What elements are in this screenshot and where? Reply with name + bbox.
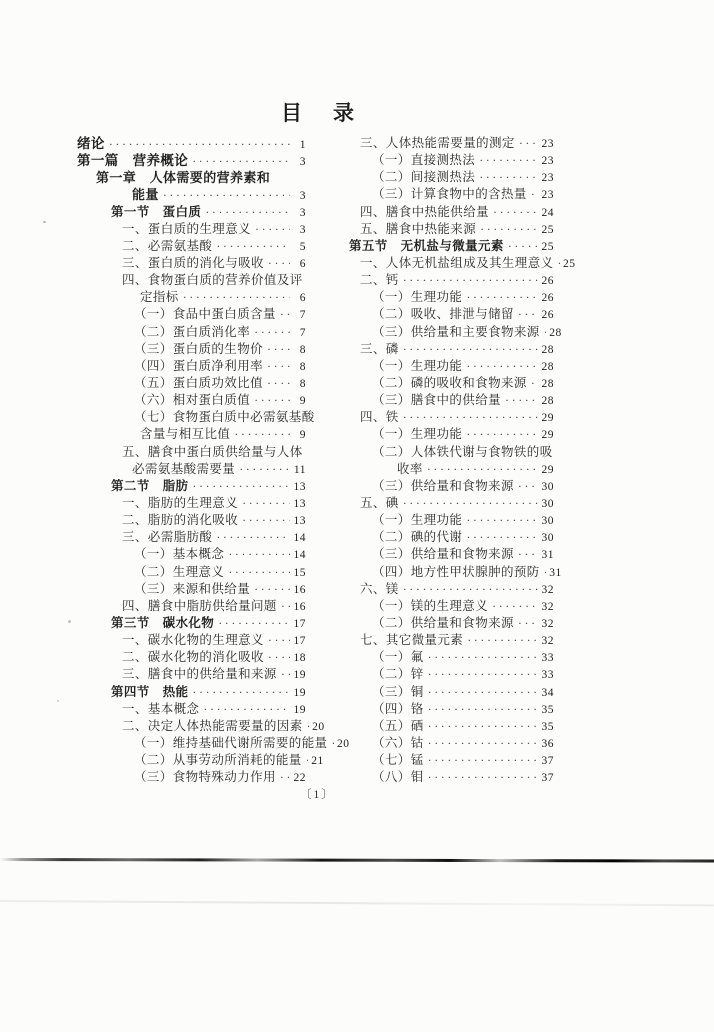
toc-entry: [77, 718, 325, 735]
dot-leader: [489, 204, 538, 221]
scan-artifact-dark-line: [0, 858, 714, 862]
dot-leader: [476, 221, 538, 238]
dot-leader: [424, 752, 538, 769]
dot-leader: [201, 204, 290, 221]
dot-leader: [504, 238, 538, 255]
entry-label: （二）供给量和食物来源: [372, 615, 514, 630]
page-number: 9: [299, 429, 306, 442]
toc-entry: [77, 426, 306, 443]
dot-leader: [515, 135, 538, 152]
toc-entry: [77, 306, 306, 323]
toc-entry: [315, 444, 554, 461]
toc-entry: [315, 581, 554, 598]
page-number: 35: [541, 720, 554, 733]
toc-entry: [315, 204, 554, 221]
dot-leader: [276, 769, 290, 786]
dot-leader: [488, 598, 538, 615]
dot-leader: [514, 478, 538, 495]
toc-entry: [77, 169, 306, 186]
entry-label: 二、必需氨基酸: [122, 238, 213, 253]
entry-label: 第一节 蛋白质: [111, 204, 202, 219]
toc-entry: [77, 238, 306, 255]
entry-label: 三、人体热能需要量的测定: [360, 136, 515, 150]
page-number: 23: [541, 172, 554, 185]
toc-entry: [315, 255, 576, 272]
page-number: 30: [541, 480, 554, 493]
toc-entry: [77, 324, 306, 341]
page-number: 23: [541, 138, 554, 150]
entry-label: 三、蛋白质的消化与吸收: [122, 255, 264, 270]
toc-column-right: [315, 135, 576, 786]
toc-entry: [77, 581, 306, 598]
page-number: 32: [541, 583, 554, 596]
entry-label: （一）生理功能: [372, 513, 463, 528]
entry-label: （三）食物特殊动力作用: [134, 770, 276, 785]
toc-entry: [315, 478, 554, 495]
toc-entry: [315, 701, 554, 718]
page-number: 3: [299, 206, 306, 219]
toc-entry: [77, 272, 306, 289]
dot-leader: [264, 632, 290, 649]
page-number: 22: [293, 772, 306, 785]
toc-entry: [77, 684, 306, 701]
toc-entry: [315, 495, 554, 512]
entry-label: 三、必需脂肪酸: [122, 530, 213, 545]
page-number: 30: [541, 532, 554, 545]
toc-entry: [315, 272, 554, 289]
toc-column-left: [77, 135, 350, 786]
toc-entry: [315, 598, 554, 615]
toc-entry: [77, 735, 350, 752]
page-number: 37: [541, 755, 554, 768]
dot-leader: [264, 255, 290, 272]
page-number: 21: [311, 755, 324, 768]
dot-leader: [527, 375, 538, 392]
dot-leader: [462, 358, 538, 375]
toc-entry: [77, 341, 306, 358]
dot-leader: [188, 153, 290, 170]
page-number: 13: [293, 497, 306, 510]
dot-leader: [501, 392, 538, 409]
page-number: 3: [299, 190, 306, 203]
page-number: 31: [541, 549, 554, 562]
page-number: 32: [541, 600, 554, 613]
dot-leader: [514, 546, 538, 563]
toc-entry: [77, 358, 306, 375]
toc-entry: [77, 701, 306, 718]
entry-label: 定指标: [140, 290, 179, 305]
page-number: 11: [293, 463, 306, 476]
dot-leader: [399, 341, 538, 358]
toc-entry: [315, 718, 554, 735]
toc-entry: [77, 752, 324, 769]
toc-entry: [315, 769, 554, 786]
entry-label: 绪论: [77, 136, 105, 151]
entry-label: （一）生理功能: [372, 427, 463, 442]
entry-label: 三、磷: [360, 341, 399, 356]
entry-label: 三、膳食中的供给量和来源: [122, 667, 277, 682]
dot-leader: [263, 358, 290, 375]
entry-label: 第四节 热能: [111, 684, 189, 699]
page-number: 30: [541, 515, 554, 528]
dot-leader: [276, 306, 290, 323]
toc-entry: [315, 512, 554, 529]
page-number: 8: [299, 343, 306, 356]
page-number: 13: [293, 480, 306, 493]
entry-label: （六）相对蛋白质值: [134, 393, 251, 408]
page-number: 19: [293, 686, 306, 699]
entry-label: （三）供给量和食物来源: [372, 478, 514, 493]
entry-label: （三）计算食物中的含热量: [372, 187, 527, 202]
page-number: 26: [541, 275, 554, 288]
entry-label: （一）氟: [372, 650, 424, 665]
toc-entry: [315, 649, 554, 666]
scan-speck: [43, 221, 46, 223]
entry-label: 收率: [397, 461, 423, 476]
toc-entry: [315, 306, 554, 323]
toc-entry: [315, 461, 554, 478]
dot-leader: [277, 666, 290, 683]
entry-label: （三）供给量和主要食物来源: [372, 324, 540, 339]
page-number: 7: [299, 309, 306, 322]
page-number: 29: [541, 429, 554, 442]
entry-label: 二、钙: [360, 273, 399, 288]
page-number: 8: [299, 360, 306, 373]
toc-entry: [315, 735, 554, 752]
entry-label: 四、膳食中脂肪供给量问题: [122, 598, 277, 613]
page-number: 13: [293, 515, 306, 528]
toc-entry: [77, 444, 306, 461]
toc-entry: [77, 135, 306, 152]
entry-label: （六）钴: [372, 735, 424, 750]
dot-leader: [424, 666, 538, 683]
entry-label: （二）生理意义: [134, 564, 225, 579]
dot-leader: [263, 341, 290, 358]
dot-leader: [250, 581, 290, 598]
entry-label: （五）蛋白质功效比值: [134, 375, 264, 390]
dot-leader: [105, 136, 290, 153]
dot-leader: [475, 169, 538, 186]
entry-label: （二）锌: [372, 667, 424, 682]
dot-leader: [462, 426, 538, 443]
entry-label: （四）地方性甲状腺肿的预防: [372, 564, 540, 579]
dot-leader: [463, 632, 538, 649]
page-number: 6: [299, 257, 306, 270]
entry-label: 四、铁: [360, 410, 399, 425]
page-number: 26: [541, 309, 554, 322]
toc-entry: [77, 632, 306, 649]
toc-entry: [77, 289, 306, 306]
entry-label: （二）蛋白质消化率: [134, 324, 251, 339]
page-number: 6: [299, 292, 306, 305]
page-number: 24: [541, 206, 554, 219]
page-number: 8: [299, 377, 306, 390]
page-title: 目录: [281, 101, 385, 125]
entry-label: （三）蛋白质的生物价: [134, 341, 264, 356]
dot-leader: [250, 324, 290, 341]
toc-entry: [315, 426, 554, 443]
dot-leader: [277, 598, 290, 615]
toc-entry: [315, 221, 554, 238]
toc-entry: [77, 529, 306, 546]
page-number: 20: [312, 720, 325, 733]
toc-entry: [315, 529, 554, 546]
page-number: 28: [541, 360, 554, 373]
page-number: 35: [541, 703, 554, 716]
toc-entry: [77, 204, 306, 221]
entry-label: （一）直接测热法: [372, 153, 476, 168]
dot-leader: [251, 221, 290, 238]
toc-entry: [77, 615, 306, 632]
entry-label: 五、碘: [360, 495, 399, 510]
toc-entry: [77, 564, 306, 581]
page-number: 3: [299, 223, 306, 236]
page-number: 25: [541, 240, 554, 253]
page-number: 25: [563, 257, 576, 270]
entry-label: 一、人体无机盐组成及其生理意义: [360, 255, 554, 270]
entry-label: 能量: [132, 187, 159, 203]
dot-leader: [527, 186, 538, 203]
dot-leader: [424, 769, 538, 786]
page-number: 26: [541, 292, 554, 305]
toc-entry: [315, 564, 562, 581]
entry-label: 二、决定人体热能需要量的因素: [122, 718, 303, 733]
toc-entry: [315, 169, 554, 186]
page-number: 15: [293, 566, 306, 579]
toc-entry: [77, 392, 306, 409]
entry-label: 含量与相互比值: [140, 427, 231, 442]
entry-label: （一）生理功能: [372, 290, 463, 305]
dot-leader: [424, 649, 538, 666]
page-number: 17: [293, 635, 306, 648]
entry-label: 六、镁: [360, 581, 399, 596]
page-number: 32: [541, 635, 554, 648]
page-number: 5: [299, 240, 306, 253]
toc-entry: [315, 375, 554, 392]
page-number: 16: [293, 600, 306, 613]
entry-label: （一）生理功能: [372, 358, 463, 373]
dot-leader: [179, 289, 290, 306]
toc-entry: [315, 186, 554, 203]
page-number: 23: [541, 155, 554, 168]
toc-entry: [77, 186, 306, 203]
dot-leader: [212, 238, 290, 255]
page-number: 29: [541, 412, 554, 425]
dot-leader: [399, 272, 538, 289]
dot-leader: [475, 152, 538, 169]
page-number: 19: [293, 669, 306, 682]
entry-label: （四）蛋白质净利用率: [134, 358, 264, 373]
toc-entry: [315, 632, 554, 649]
toc-entry: [315, 409, 554, 426]
page-number: 28: [549, 326, 562, 339]
page-number: 37: [541, 772, 554, 785]
page-number: 32: [541, 617, 554, 630]
entry-label: 第五节 无机盐与微量元素: [349, 238, 504, 253]
page-number: 29: [541, 463, 554, 476]
entry-label: 必需氨基酸需要量: [132, 461, 236, 476]
page-number: 16: [293, 583, 306, 596]
toc-entry: [77, 152, 306, 169]
page-number: 30: [541, 497, 554, 510]
toc-entry: [315, 238, 554, 255]
entry-label: （二）磷的吸收和食物来源: [372, 375, 527, 390]
toc-entry: [77, 769, 306, 786]
entry-label: （二）人体铁代谢与食物铁的吸: [372, 444, 553, 459]
toc-entry: [315, 152, 554, 169]
dot-leader: [250, 392, 290, 409]
page-number: 28: [541, 377, 554, 390]
entry-label: 一、脂肪的生理意义: [122, 495, 239, 510]
toc-entry: [77, 478, 306, 495]
dot-leader: [423, 461, 538, 478]
dot-leader: [424, 701, 538, 718]
dot-leader: [399, 495, 538, 512]
page-number: 33: [541, 652, 554, 665]
toc-entry: [315, 135, 554, 152]
toc-entry: [315, 752, 554, 769]
entry-label: 二、脂肪的消化吸收: [122, 513, 239, 528]
page-number: 25: [541, 223, 554, 236]
entry-label: （七）锰: [372, 753, 424, 768]
page-number: 36: [541, 737, 554, 750]
entry-label: 五、膳食中热能来源: [360, 221, 477, 236]
dot-leader: [212, 529, 290, 546]
toc-entry: [77, 666, 306, 683]
toc-entry: [77, 221, 306, 238]
dot-leader: [188, 478, 290, 495]
scan-speck: [57, 700, 59, 702]
toc-entry: [77, 461, 306, 478]
toc-entry: [315, 324, 562, 341]
toc-entry: [315, 392, 554, 409]
page-number: 3: [299, 156, 306, 169]
toc-entry: [315, 684, 554, 701]
entry-label: （二）吸收、排泄与储留: [372, 307, 514, 322]
dot-leader: [159, 187, 290, 204]
entry-label: （四）铬: [372, 701, 424, 716]
page-number: 28: [541, 343, 554, 356]
toc-entry: [315, 289, 554, 306]
entry-label: （一）基本概念: [134, 547, 225, 562]
page-number: 31: [549, 566, 562, 579]
entry-label: 一、碳水化物的生理意义: [122, 633, 264, 648]
dot-leader: [188, 684, 290, 701]
page-number: 34: [541, 686, 554, 699]
page-number: 20: [337, 737, 350, 750]
entry-label: 四、膳食中热能供给量: [360, 204, 490, 219]
entry-label: 二、碳水化物的消化吸收: [122, 650, 264, 665]
toc-entry: [77, 495, 306, 512]
toc-entry: [315, 615, 554, 632]
page-number: 17: [293, 617, 306, 630]
entry-label: 第一章 人体需要的营养素和: [96, 170, 271, 186]
dot-leader: [462, 512, 538, 529]
entry-label: （一）维持基础代谢所需要的能量: [134, 735, 328, 750]
dot-leader: [199, 701, 290, 718]
toc-entry: [315, 358, 554, 375]
page-number: 1: [299, 139, 306, 151]
page-number: 28: [541, 395, 554, 408]
dot-leader: [224, 564, 290, 581]
toc-entry: [77, 375, 306, 392]
page-number: 19: [293, 703, 306, 716]
entry-label: 五、膳食中蛋白质供给量与人体: [122, 444, 303, 459]
dot-leader: [514, 306, 538, 323]
entry-label: （一）镁的生理意义: [372, 598, 489, 613]
page-number: 14: [293, 532, 306, 545]
page-number: 18: [293, 652, 306, 665]
page-number: 23: [541, 189, 554, 202]
toc-entry: [315, 666, 554, 683]
page-footer: 〔1〕: [300, 789, 335, 801]
dot-leader: [224, 546, 290, 563]
dot-leader: [462, 529, 538, 546]
entry-label: 一、基本概念: [122, 701, 200, 716]
entry-label: （二）从事劳动所消耗的能量: [134, 753, 302, 768]
toc-entry: [315, 546, 554, 563]
entry-label: （三）供给量和食物来源: [372, 547, 514, 562]
toc-entry: [77, 512, 306, 529]
entry-label: 第一篇 营养概论: [77, 153, 189, 169]
toc-entry: [315, 341, 554, 358]
dot-leader: [399, 581, 538, 598]
dot-leader: [399, 409, 538, 426]
dot-leader: [424, 718, 538, 735]
entry-label: 第二节 脂肪: [111, 478, 189, 493]
dot-leader: [238, 512, 290, 529]
entry-label: （二）碘的代谢: [372, 530, 463, 545]
dot-leader: [424, 684, 538, 701]
entry-label: （七）食物蛋白质中必需氨基酸: [134, 410, 315, 425]
toc-entry: [77, 649, 306, 666]
entry-label: （五）硒: [372, 718, 424, 733]
dot-leader: [214, 615, 290, 632]
entry-label: （三）铜: [372, 684, 424, 699]
dot-leader: [230, 426, 290, 443]
entry-label: （一）食品中蛋白质含量: [134, 307, 276, 322]
scan-artifact-light-line: [0, 900, 714, 906]
dot-leader: [235, 461, 290, 478]
entry-label: （三）来源和供给量: [134, 581, 251, 596]
entry-label: 一、蛋白质的生理意义: [122, 221, 252, 236]
toc-entry: [77, 598, 306, 615]
toc-entry: [77, 409, 315, 426]
scan-speck: [68, 620, 71, 623]
dot-leader: [264, 649, 290, 666]
page-number: 33: [541, 669, 554, 682]
dot-leader: [238, 495, 290, 512]
page-number: 14: [293, 549, 306, 562]
toc-entry: [77, 546, 306, 563]
dot-leader: [263, 375, 290, 392]
entry-label: （二）间接测热法: [372, 170, 476, 185]
page-number: 9: [299, 395, 306, 408]
dot-leader: [462, 289, 538, 306]
entry-label: 四、食物蛋白质的营养价值及评: [122, 273, 303, 288]
page-number: 7: [299, 326, 306, 339]
entry-label: （三）膳食中的供给量: [372, 393, 502, 408]
entry-label: 七、其它微量元素: [360, 633, 464, 648]
toc-entry: [77, 255, 306, 272]
dot-leader: [424, 735, 538, 752]
entry-label: 第三节 碳水化物: [111, 615, 215, 630]
dot-leader: [514, 615, 538, 632]
entry-label: （八）钼: [372, 770, 424, 785]
